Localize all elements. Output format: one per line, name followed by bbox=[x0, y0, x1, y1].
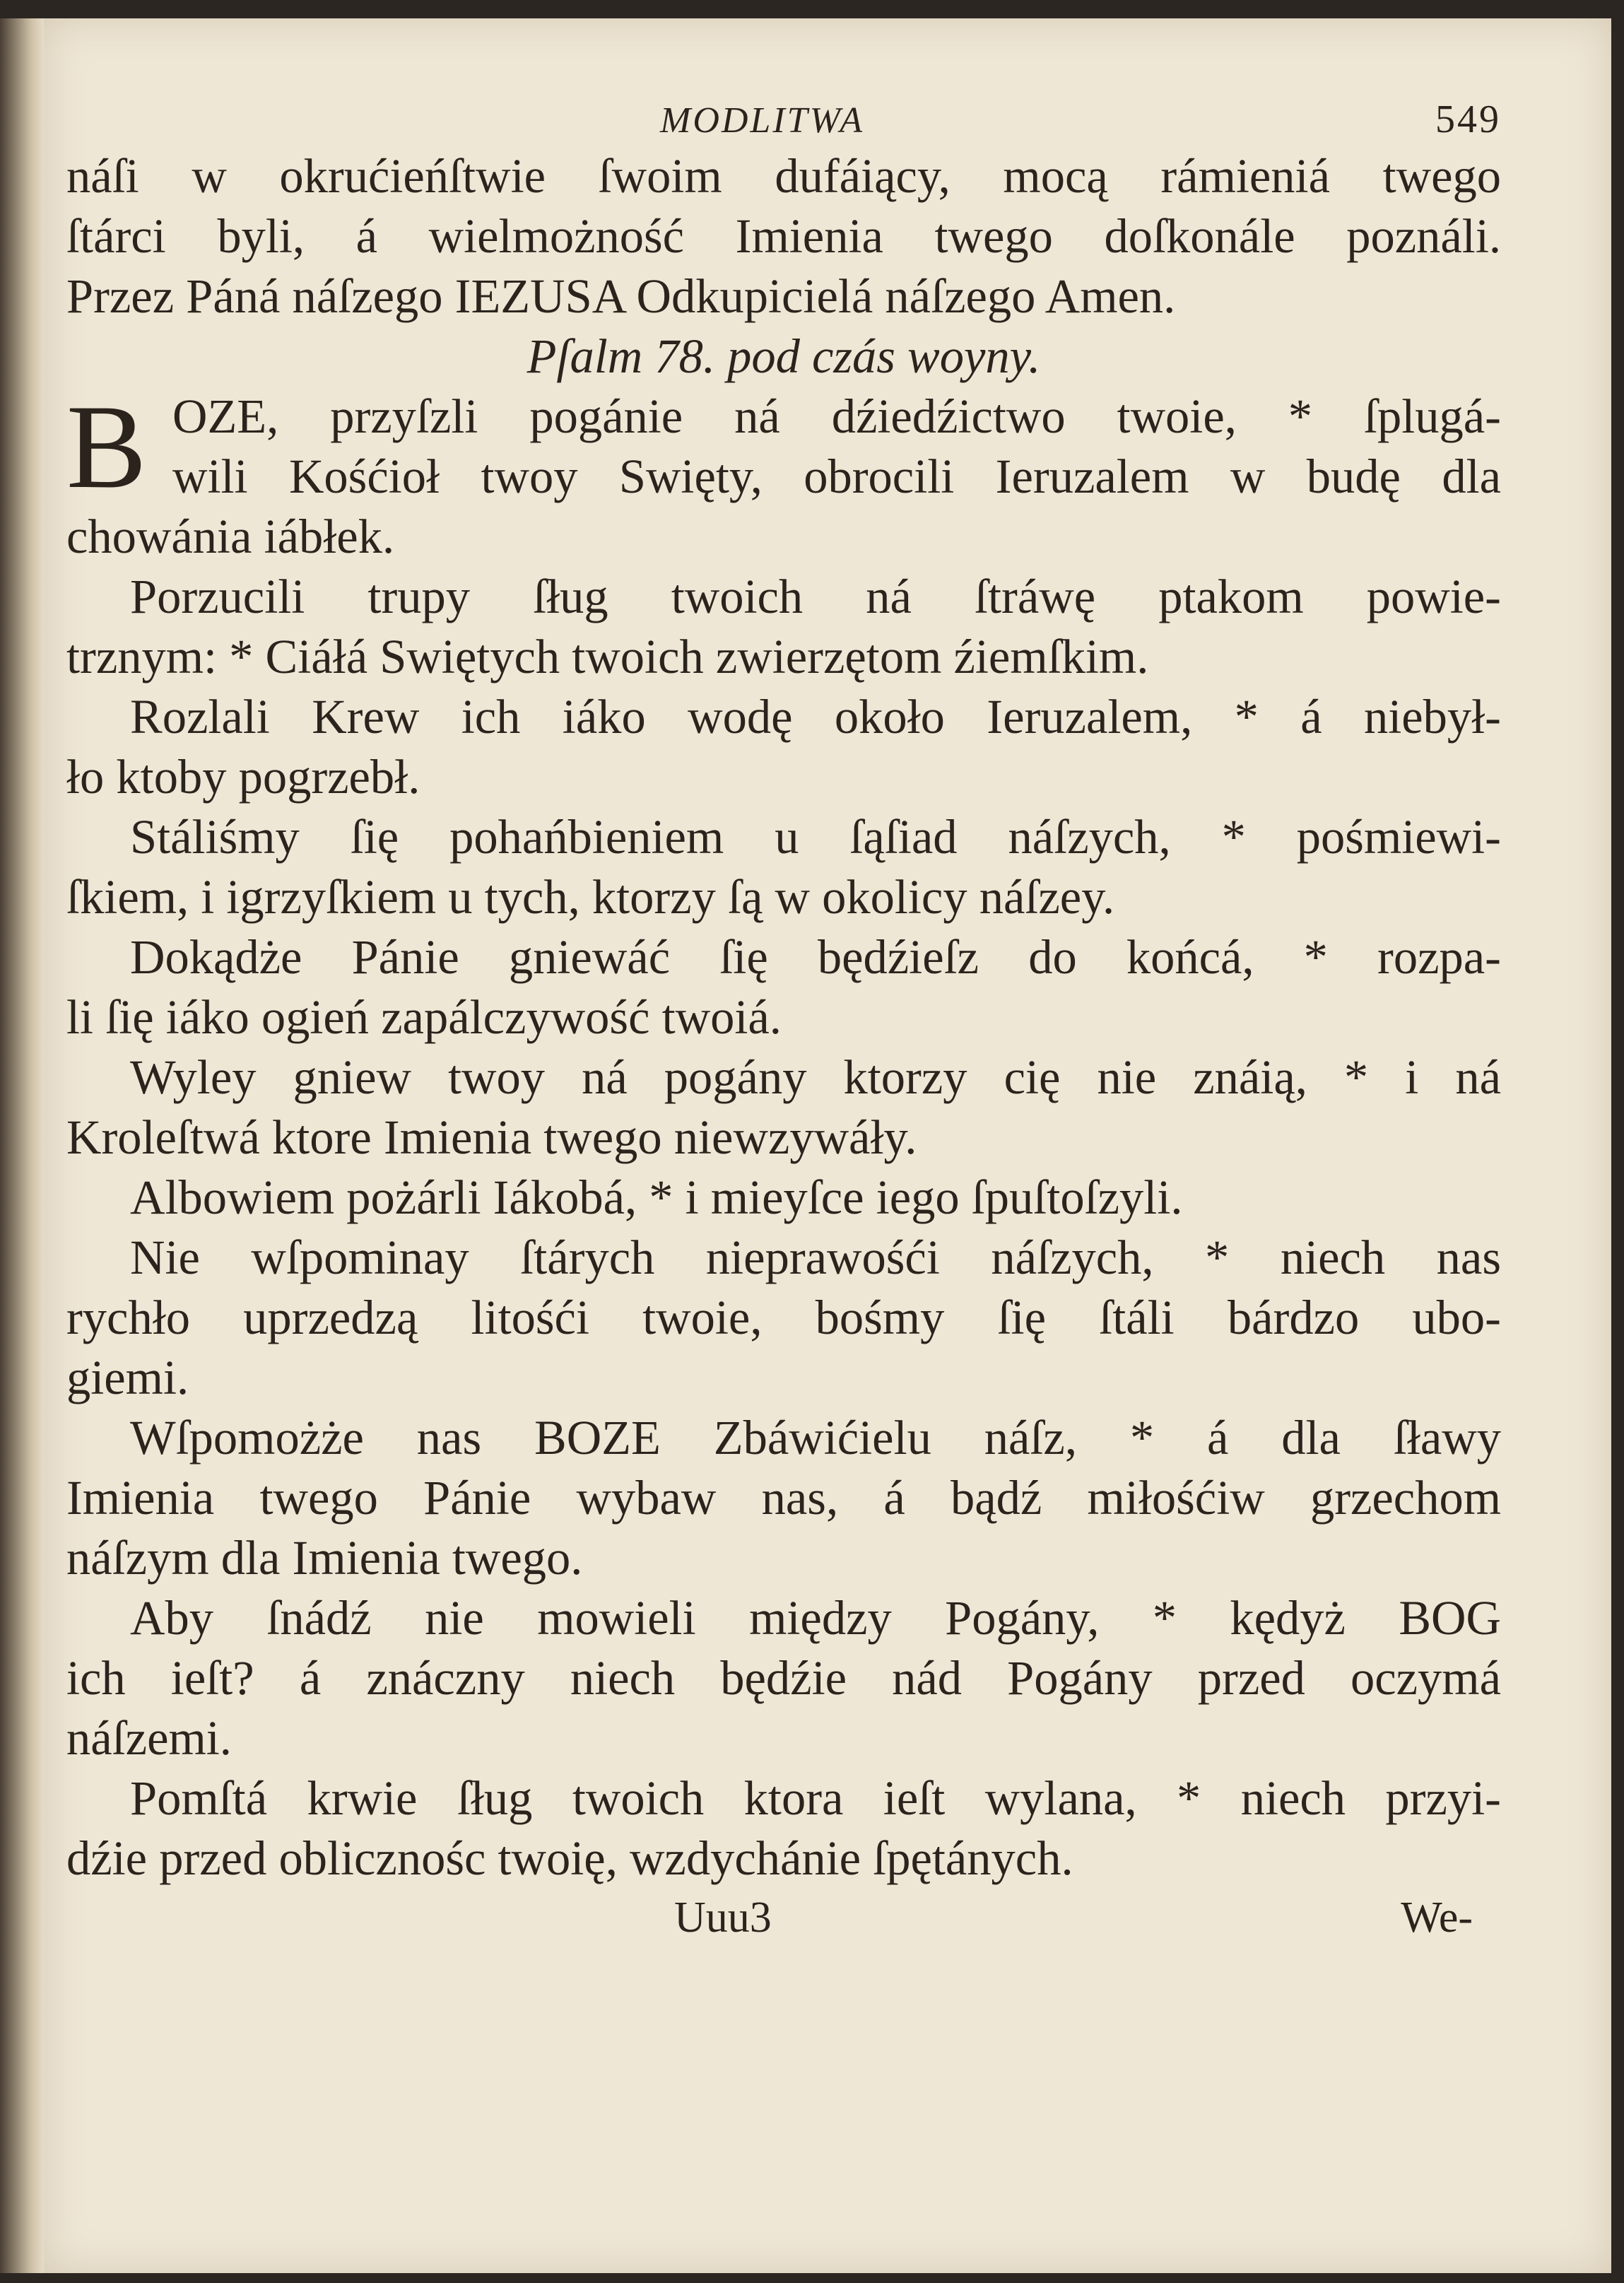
running-head-title: MODLITWA bbox=[660, 100, 865, 141]
book-page bbox=[44, 18, 1611, 2273]
running-head bbox=[66, 86, 1501, 146]
text-line: dźie przed oblicznośc twoię, wzdychánie ſpętánych. bbox=[66, 1831, 1073, 1885]
text-line: trznym: * Ciáłá Swiętych twoich zwierzętom źiemſkim. bbox=[66, 630, 1149, 683]
page-number: 549 bbox=[1435, 98, 1501, 141]
text-line: Wyley gniew twoy ná pogány ktorzy cię nie znáią, * i ná bbox=[130, 1050, 1501, 1104]
text-line: náſzym dla Imienia twego. bbox=[66, 1531, 583, 1585]
text-block bbox=[66, 86, 1501, 1956]
text-line: Rozlali Krew ich iáko wodę około Ieruzalem, * á niebył- bbox=[130, 690, 1501, 744]
text-line: OZE, przyſzli pogánie ná dźiedźictwo twoie, * ſplugá- bbox=[172, 389, 1501, 443]
text-line: Stáliśmy ſię pohańbieniem u ſąſiad náſzych, * pośmiewi- bbox=[130, 810, 1501, 864]
psalm-heading: Pſalm 78. pod czás woyny. bbox=[526, 329, 1041, 383]
text-line: ło ktoby pogrzebł. bbox=[66, 750, 420, 804]
text-line: giemi. bbox=[66, 1351, 189, 1404]
catchword: We- bbox=[1401, 1894, 1473, 1942]
text-line: Pomſtá krwie ſług twoich ktora ieſt wylana, * niech przyi- bbox=[130, 1771, 1501, 1825]
text-line: Imienia twego Pánie wybaw nas, á bądź miłośćiw grzechom bbox=[66, 1471, 1501, 1525]
text-line: Porzucili trupy ſług twoich ná ſtráwę ptakom powie- bbox=[130, 570, 1501, 623]
text-line: chowánia iábłek. bbox=[66, 510, 395, 563]
psalm-verses bbox=[66, 507, 1501, 1889]
drop-cap-letter: B bbox=[66, 380, 147, 513]
text-line: wili Kośćioł twoy Swięty, obrocili Ieruzalem w budę dla bbox=[172, 450, 1501, 503]
text-line: ſkiem, i igrzyſkiem u tych, ktorzy ſą w okolicy náſzey. bbox=[66, 870, 1115, 924]
text-line: Albowiem pożárli Iákobá, * i mieyſce iego ſpuſtoſzyli. bbox=[130, 1170, 1183, 1224]
text-line: Przez Páná náſzego IEZUSA Odkupicielá náſzego Amen. bbox=[66, 269, 1176, 323]
text-line: náſi w okrućieńſtwie ſwoim dufáiący, mocą rámieniá twego bbox=[66, 149, 1501, 203]
psalm-opening bbox=[66, 380, 1501, 513]
text-line: rychło uprzedzą litośći twoie, bośmy ſię ſtáli bárdzo ubo- bbox=[66, 1291, 1501, 1344]
text-line: Wſpomożże nas BOZE Zbáwićielu náſz, * á dla ſławy bbox=[130, 1411, 1501, 1465]
text-line: li ſię iáko ogień zapálczywość twoiá. bbox=[66, 990, 782, 1044]
text-line: ich ieſt? á znáczny niech będźie nád Pogány przed oczymá bbox=[66, 1651, 1501, 1705]
text-line: ſtárci byli, á wielmożność Imienia twego doſkonále poználi. bbox=[66, 209, 1501, 263]
page-footer bbox=[66, 1893, 1501, 1956]
text-line: Dokądże Pánie gniewáć ſię będźieſz do końcá, * rozpa- bbox=[130, 930, 1501, 984]
text-line: Kroleſtwá ktore Imienia twego niewzywáły. bbox=[66, 1110, 917, 1164]
signature-mark: Uuu3 bbox=[674, 1894, 772, 1942]
text-line: Nie wſpominay ſtárych nieprawośći náſzych, * niech nas bbox=[130, 1231, 1501, 1284]
adjacent-page-edge bbox=[0, 18, 44, 2273]
text-line: náſzemi. bbox=[66, 1711, 232, 1765]
text-line: Aby ſnádź nie mowieli między Pogány, * kędyż BOG bbox=[130, 1591, 1501, 1645]
